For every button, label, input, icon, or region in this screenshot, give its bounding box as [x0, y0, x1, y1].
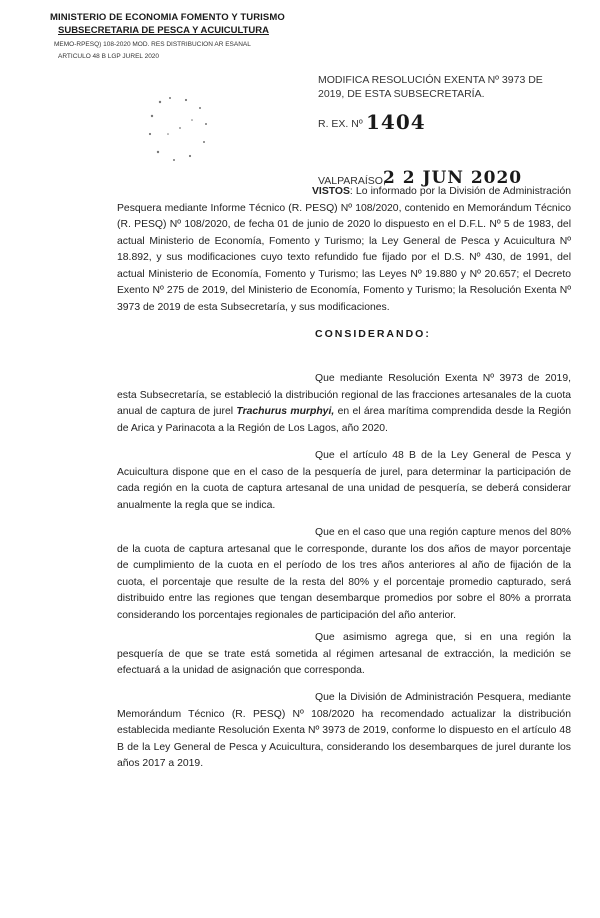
considerando-heading: CONSIDERANDO: [315, 328, 431, 340]
considerando-paragraph-2: Que el artículo 48 B de la Ley General de Pesca y Acuicultura dispone que en el caso de la pesquería de jurel, para determinar la participación de cada región en la cuota de captura artesanal de una unidad de pesquería, se deberá considerar anualmente la regla que se indica. [117, 450, 571, 511]
reference-line-2: ARTICULO 48 B LGP JUREL 2020 [58, 53, 160, 60]
subsecretaria-header: SUBSECRETARIA DE PESCA Y ACUICULTURA [58, 25, 269, 36]
vistos-paragraph [117, 184, 571, 316]
considerando-paragraph-5: Que la División de Administración Pesquera, mediante Memorándum Técnico (R. PESQ) Nº 108/2020 ha recomendado actualizar la distribución establecida mediante Resolución Exenta Nº 3973 de 2019, conforme lo dispuesto en el artículo 48 B de la Ley General de Pesca y Acuicultura, considerando los desembarques de jurel durante los años 2017 a 2019. [117, 692, 571, 769]
considerando-paragraph-4: Que asimismo agrega que, si en una región la pesquería de que se trate está sometida al régimen artesanal de extracción, la medición se efectuará a la unidad de asignación que corresponda. [117, 632, 571, 676]
vistos-text: : Lo informado por la División de Administración Pesquera mediante Informe Técnico (R. PESQ) Nº 108/2020, contenido en Memorándum Técnico (R. PESQ) Nº 108/2020, de fecha 01 de junio de 2020 lo dispuesto en el D.F.L. Nº 5 de 1983, del actual Ministerio de Economía, Fomento y Turismo; la Ley General de Pesca y Acuicultura Nº 18.892, y sus modificaciones cuyo texto refundido fue fijado por el D.S. Nº 430, de 1991, del actual Ministerio de Economía, Fomento y Turismo; las Leyes Nº 19.880 y Nº 20.657; el Decreto Exento Nº 275 de 2019, del Ministerio de Economía, Fomento y Turismo; la Resolución Exenta Nº 3973 de 2019 de esta Subsecretaría, y sus modificaciones. [117, 186, 571, 313]
ministry-header: MINISTERIO DE ECONOMIA FOMENTO Y TURISMO [50, 12, 285, 23]
resolution-subject: MODIFICA RESOLUCIÓN EXENTA Nº 3973 DE 2019, DE ESTA SUBSECRETARÍA. [318, 74, 543, 100]
rex-number: 1404 [366, 110, 426, 134]
species-name: Trachurus murphyi, [236, 406, 335, 417]
vistos-label: VISTOS [312, 186, 350, 197]
place-label: VALPARAÍSO, [318, 175, 386, 187]
date-stamp: 2 2 JUN 2020 [383, 168, 523, 188]
faded-seal-stamp [140, 90, 220, 170]
considerando-paragraph-1: Que mediante Resolución Exenta Nº 3973 de 2019, esta Subsecretaría, se estableció la distribución regional de las fracciones artesanales de la cuota anual de captura de jurel Trachurus murphyi, en el área marítima comprendida desde la Región de Arica y Parinacota a la Región de Los Lagos, año 2020. [117, 373, 572, 434]
rex-label: R. EX. Nº [318, 118, 363, 130]
considerando-paragraph-3: Que en el caso que una región capture menos del 80% de la cuota de captura artesanal que le corresponde, durante los dos años de mayor porcentaje de cumplimiento de la cuota en el período de los tres años anteriores al año de fijación de la cuota, el porcentaje que resulte de la resta del 80% y el porcentaje promedio capturado, será distribuido entre las regiones que tengan desembarque promedios por sobre el 80% a prorrata considerando los porcentajes regionales de participación del año anterior. [117, 527, 571, 621]
reference-line-1: MEMO-RPESQ) 108-2020 MOD. RES DISTRIBUCION AR ESANAL [54, 41, 251, 48]
